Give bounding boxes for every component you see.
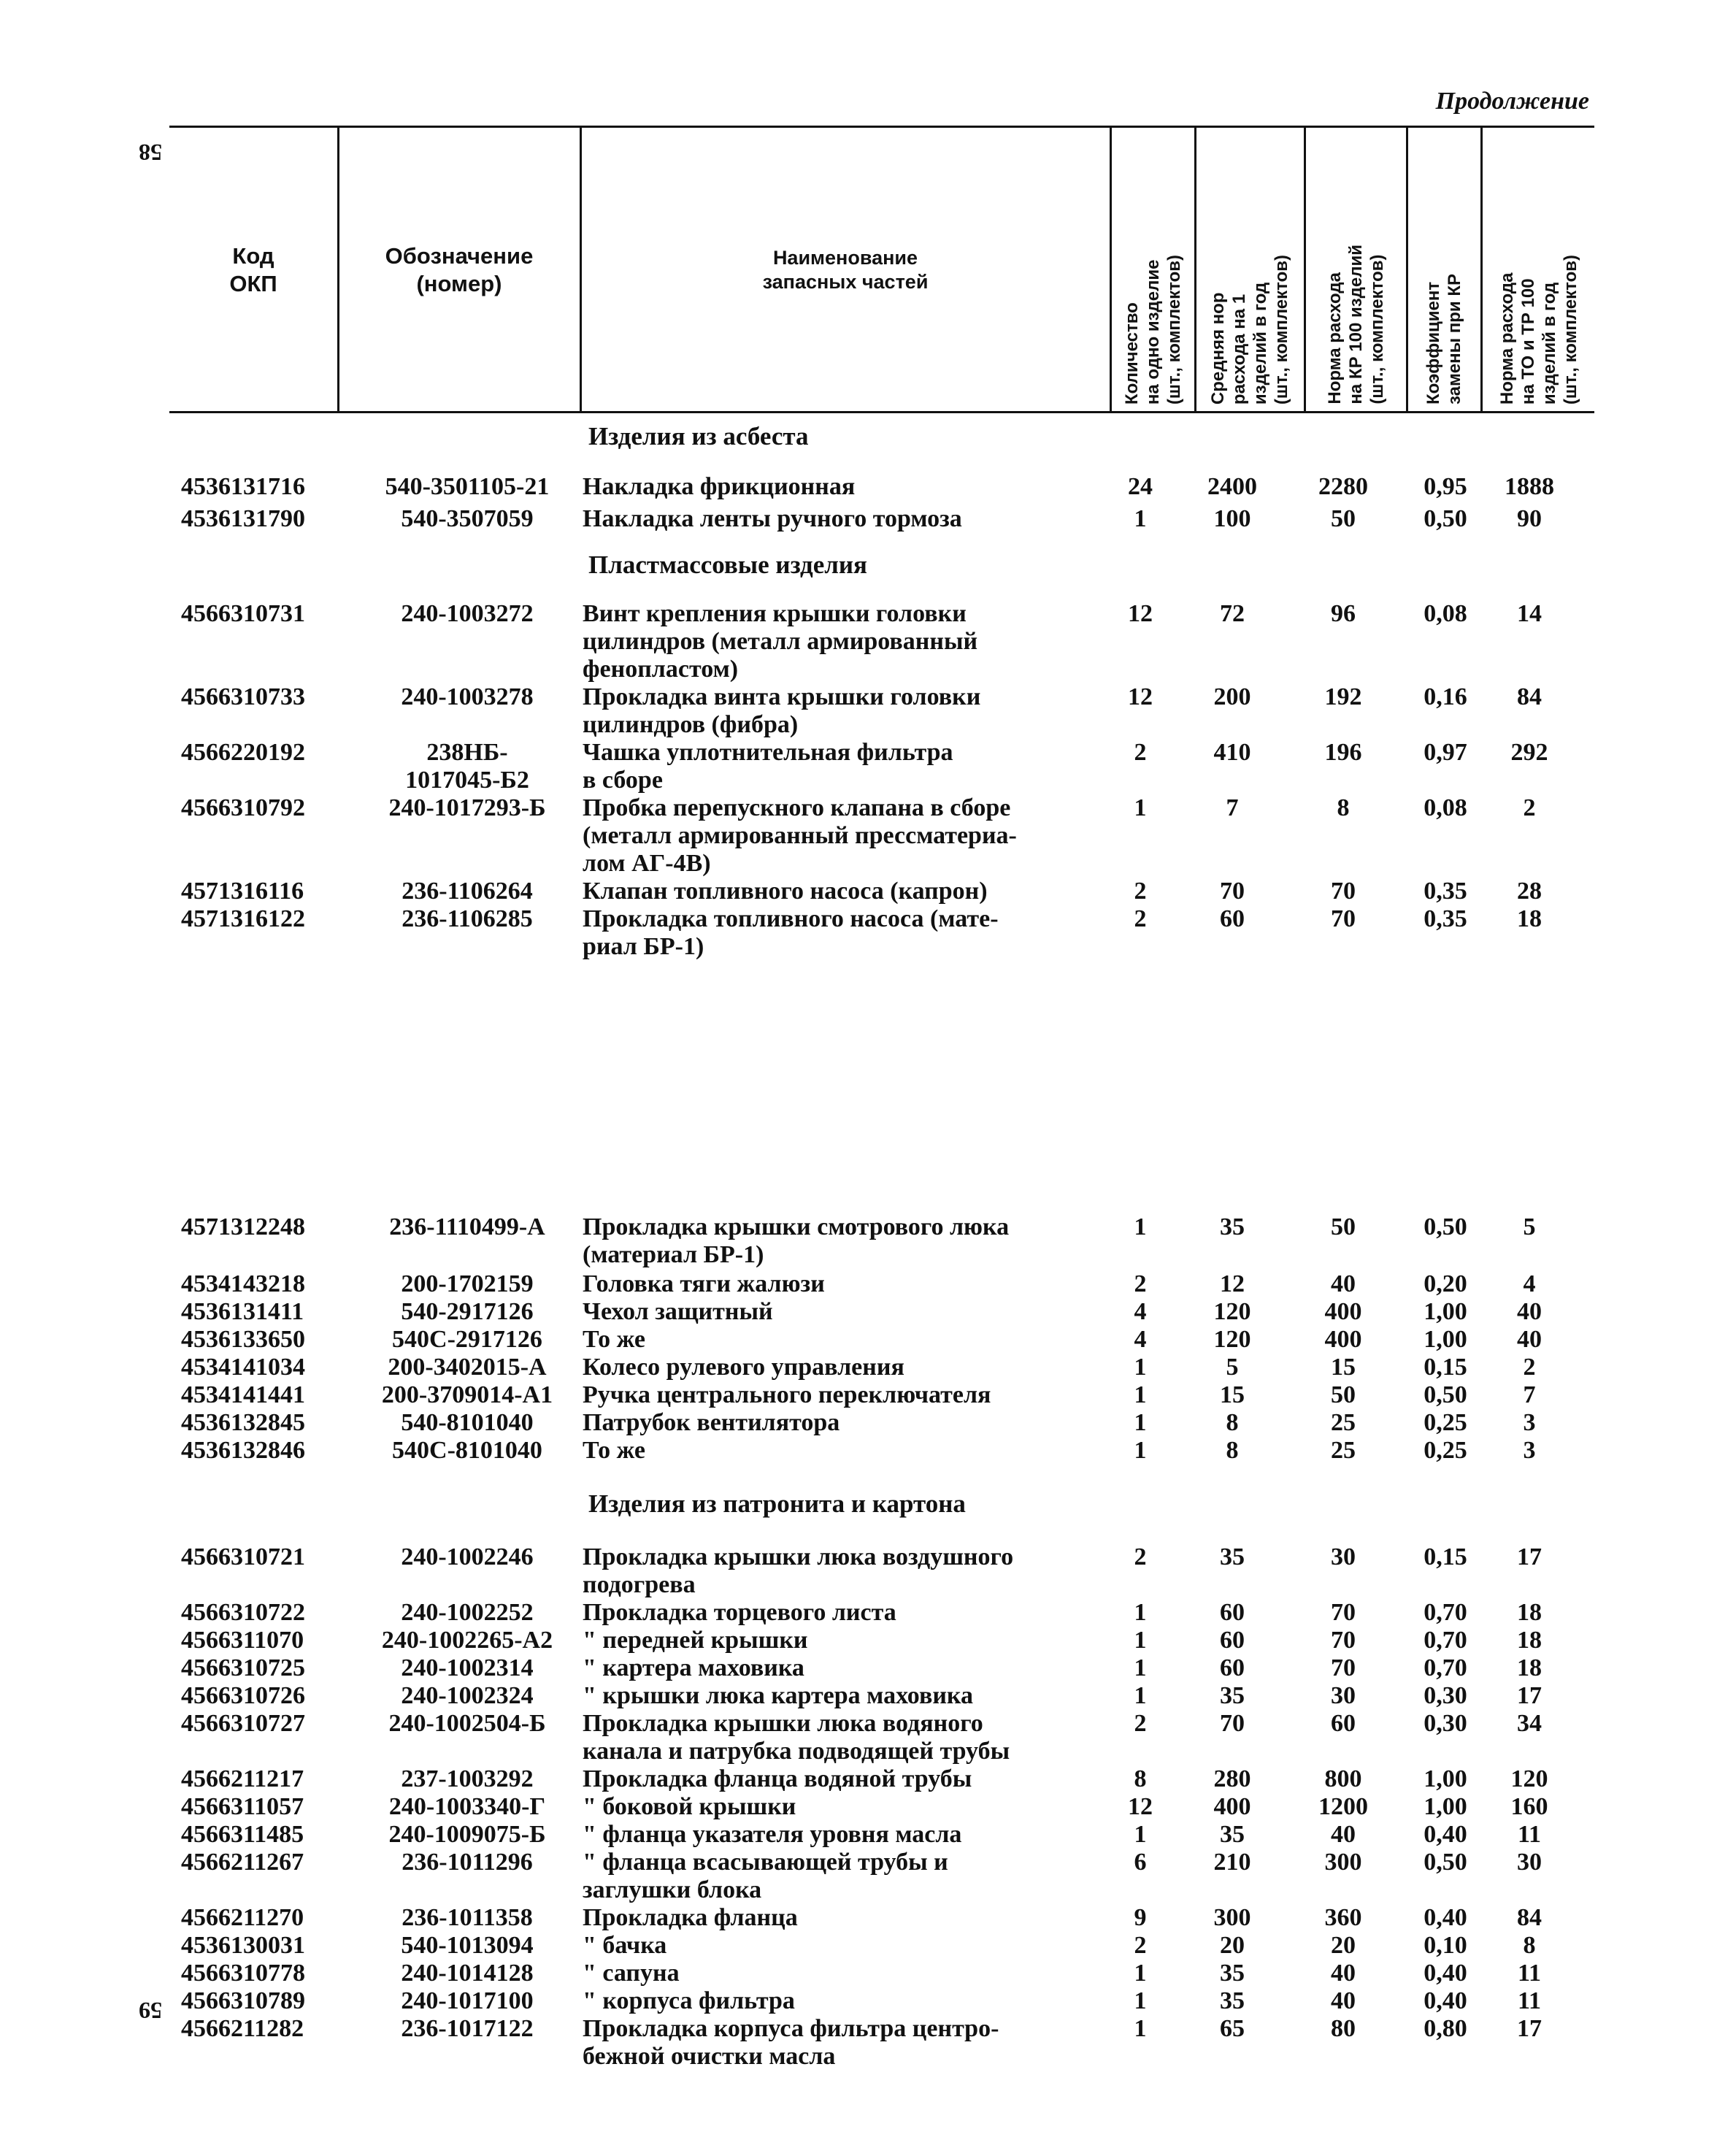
cell-code: 4571312248 <box>181 1213 305 1240</box>
cell-code: 4534143218 <box>181 1270 305 1297</box>
header-coef-text: Коэффициент замены при КР <box>1424 274 1464 404</box>
cell-q1: 8 <box>1134 1765 1147 1792</box>
page-number-bottom: 59 <box>139 1998 162 2024</box>
cell-q3: 2280 <box>1318 473 1368 500</box>
cell-q1: 1 <box>1134 505 1147 532</box>
cell-q1: 2 <box>1134 1270 1147 1297</box>
cell-q4: 0,70 <box>1424 1627 1467 1654</box>
cell-q3: 70 <box>1331 905 1356 932</box>
cell-q2: 2400 <box>1207 473 1257 500</box>
cell-q3: 1200 <box>1318 1793 1368 1820</box>
cell-name: Прокладка крышки люка водяного канала и патрубка подводящей трубы <box>583 1710 1010 1765</box>
cell-q3: 70 <box>1331 1654 1356 1681</box>
cell-q1: 2 <box>1134 1710 1147 1737</box>
cell-des: 240-1017293-Б <box>388 794 546 821</box>
cell-des: 236-1017122 <box>401 2015 534 2042</box>
cell-code: 4571316116 <box>181 878 304 905</box>
cell-q4: 0,70 <box>1424 1654 1467 1681</box>
cell-q3: 40 <box>1331 1821 1356 1848</box>
cell-q2: 60 <box>1220 1654 1245 1681</box>
cell-code: 4566310789 <box>181 1987 305 2014</box>
cell-name: Прокладка крышки смотрового люка (материал БР-1) <box>583 1213 1010 1268</box>
cell-q3: 25 <box>1331 1409 1356 1436</box>
cell-q5: 292 <box>1510 739 1548 766</box>
cell-q4: 0,50 <box>1424 1213 1467 1240</box>
cell-q3: 96 <box>1331 600 1356 627</box>
header-to-text: Норма расхода на ТО и ТР 100 изделий в год (шт., комплектов) <box>1497 254 1580 404</box>
cell-name: " крышки люка картера маховика <box>583 1682 973 1709</box>
cell-q4: 0,50 <box>1424 505 1467 532</box>
cell-q1: 1 <box>1134 1960 1147 1987</box>
cell-name: Прокладка крышки люка воздушного подогрева <box>583 1543 1014 1598</box>
cell-q4: 0,30 <box>1424 1710 1467 1737</box>
cell-q5: 18 <box>1517 1627 1542 1654</box>
header-divider-6 <box>1406 127 1408 412</box>
cell-q5: 84 <box>1517 683 1542 710</box>
cell-q2: 35 <box>1220 1960 1245 1987</box>
cell-des: 240-1002324 <box>401 1682 534 1709</box>
cell-q4: 0,97 <box>1424 739 1467 766</box>
cell-q4: 0,95 <box>1424 473 1467 500</box>
cell-q2: 120 <box>1213 1298 1251 1325</box>
cell-name: Чашка уплотнительная фильтра в сборе <box>583 739 953 794</box>
cell-code: 4566310721 <box>181 1543 305 1570</box>
cell-q1: 12 <box>1128 683 1153 710</box>
cell-name: Прокладка фланца водяной трубы <box>583 1765 972 1792</box>
cell-des: 236-1110499-А <box>389 1213 545 1240</box>
section-title-asbestos: Изделия из асбеста <box>588 422 809 450</box>
cell-code: 4566220192 <box>181 739 305 766</box>
cell-q4: 0,50 <box>1424 1849 1467 1876</box>
cell-q2: 20 <box>1220 1932 1245 1959</box>
cell-des: 236-1011358 <box>402 1904 533 1931</box>
cell-q1: 1 <box>1134 1987 1147 2014</box>
cell-code: 4566211282 <box>181 2015 304 2042</box>
cell-q5: 84 <box>1517 1904 1542 1931</box>
cell-des: 240-1002265-А2 <box>381 1627 553 1654</box>
cell-code: 4566211217 <box>181 1765 304 1792</box>
header-divider-1 <box>337 127 339 412</box>
cell-code: 4536130031 <box>181 1932 305 1959</box>
cell-q2: 200 <box>1213 683 1251 710</box>
header-to <box>1483 131 1594 409</box>
cell-des: 238НБ- 1017045-Б2 <box>405 739 529 794</box>
cell-name: Чехол защитный <box>583 1298 773 1325</box>
cell-q4: 0,15 <box>1424 1543 1467 1570</box>
cell-code: 4566310725 <box>181 1654 305 1681</box>
cell-q5: 2 <box>1523 794 1536 821</box>
cell-des: 540-3501105-21 <box>385 473 550 500</box>
cell-q3: 300 <box>1324 1849 1362 1876</box>
cell-q3: 80 <box>1331 2015 1356 2042</box>
cell-q1: 1 <box>1134 1599 1147 1626</box>
cell-q3: 40 <box>1331 1270 1356 1297</box>
cell-q4: 1,00 <box>1424 1326 1467 1353</box>
cell-q5: 90 <box>1517 505 1542 532</box>
cell-des: 240-1014128 <box>401 1960 534 1987</box>
cell-q1: 4 <box>1134 1298 1147 1325</box>
cell-q4: 0,08 <box>1424 600 1467 627</box>
cell-q4: 0,25 <box>1424 1409 1467 1436</box>
cell-q5: 3 <box>1523 1437 1536 1464</box>
cell-q1: 1 <box>1134 1821 1147 1848</box>
cell-name: " фланца указателя уровня масла <box>583 1821 962 1848</box>
cell-name: " картера маховика <box>583 1654 804 1681</box>
cell-des: 236-1106264 <box>402 878 533 905</box>
cell-q3: 25 <box>1331 1437 1356 1464</box>
cell-des: 240-1002504-Б <box>388 1710 546 1737</box>
cell-des: 540С-8101040 <box>392 1437 542 1464</box>
cell-q2: 5 <box>1226 1354 1239 1381</box>
cell-q5: 11 <box>1517 1821 1542 1848</box>
cell-des: 240-1017100 <box>401 1987 534 2014</box>
cell-q5: 17 <box>1517 1543 1542 1570</box>
cell-q5: 11 <box>1517 1960 1542 1987</box>
cell-des: 540С-2917126 <box>392 1326 542 1353</box>
cell-code: 4536131411 <box>181 1298 304 1325</box>
cell-des: 540-2917126 <box>401 1298 534 1325</box>
cell-q5: 8 <box>1523 1932 1536 1959</box>
cell-q1: 2 <box>1134 739 1147 766</box>
cell-q3: 360 <box>1324 1904 1362 1931</box>
cell-q2: 300 <box>1213 1904 1251 1931</box>
cell-code: 4566311485 <box>181 1821 304 1848</box>
cell-des: 240-1002314 <box>401 1654 534 1681</box>
header-divider-4 <box>1194 127 1196 412</box>
header-qty <box>1113 131 1193 409</box>
cell-q2: 8 <box>1226 1437 1239 1464</box>
cell-q2: 65 <box>1220 2015 1245 2042</box>
section-title-paronite: Изделия из патронита и картона <box>588 1489 966 1518</box>
cell-name: Прокладка топливного насоса (мате- риал БР-1) <box>583 905 999 960</box>
cell-des: 540-1013094 <box>401 1932 534 1959</box>
header-divider-2 <box>580 127 582 412</box>
cell-q5: 1888 <box>1505 473 1554 500</box>
cell-q5: 3 <box>1523 1409 1536 1436</box>
cell-q4: 0,40 <box>1424 1821 1467 1848</box>
cell-q1: 1 <box>1134 1682 1147 1709</box>
cell-q3: 196 <box>1324 739 1362 766</box>
cell-q4: 0,30 <box>1424 1682 1467 1709</box>
cell-q1: 1 <box>1134 1627 1147 1654</box>
cell-q2: 72 <box>1220 600 1245 627</box>
cell-q5: 40 <box>1517 1326 1542 1353</box>
cell-q5: 17 <box>1517 1682 1542 1709</box>
cell-q3: 800 <box>1324 1765 1362 1792</box>
cell-q3: 30 <box>1331 1682 1356 1709</box>
cell-q3: 60 <box>1331 1710 1356 1737</box>
cell-q2: 60 <box>1220 1627 1245 1654</box>
cell-code: 4536133650 <box>181 1326 305 1353</box>
cell-code: 4536132846 <box>181 1437 305 1464</box>
cell-q5: 40 <box>1517 1298 1542 1325</box>
cell-name: Патрубок вентилятора <box>583 1409 840 1436</box>
cell-q2: 210 <box>1213 1849 1251 1876</box>
cell-des: 240-1003272 <box>401 600 534 627</box>
cell-name: Ручка центрального переключателя <box>583 1381 991 1408</box>
cell-q2: 7 <box>1226 794 1239 821</box>
header-designation: Обозначение (номер) <box>385 243 534 296</box>
cell-q2: 35 <box>1220 1543 1245 1570</box>
cell-code: 4566310792 <box>181 794 305 821</box>
header-avg-text: Средняя нор расхода на 1 изделий в год (шт., комплектов) <box>1208 254 1291 404</box>
cell-q5: 7 <box>1523 1381 1536 1408</box>
cell-q5: 18 <box>1517 1654 1542 1681</box>
cell-name: Прокладка корпуса фильтра центро- бежной очистки масла <box>583 2015 999 2070</box>
cell-q4: 0,40 <box>1424 1960 1467 1987</box>
cell-code: 4566310726 <box>181 1682 305 1709</box>
header-divider-7 <box>1480 127 1483 412</box>
cell-name: Колесо рулевого управления <box>583 1354 904 1381</box>
cell-code: 4534141441 <box>181 1381 305 1408</box>
cell-q2: 8 <box>1226 1409 1239 1436</box>
cell-code: 4566310727 <box>181 1710 305 1737</box>
cell-q3: 400 <box>1324 1298 1362 1325</box>
section-title-plastic: Пластмассовые изделия <box>588 550 867 579</box>
cell-code: 4536132845 <box>181 1409 305 1436</box>
page-number-top: 58 <box>139 139 162 166</box>
header-divider-3 <box>1110 127 1112 412</box>
cell-q4: 0,15 <box>1424 1354 1467 1381</box>
cell-des: 237-1003292 <box>401 1765 534 1792</box>
header-name: Наименование запасных частей <box>762 247 929 293</box>
cell-q3: 70 <box>1331 1599 1356 1626</box>
cell-q2: 70 <box>1220 1710 1245 1737</box>
cell-name: Накладка ленты ручного тормоза <box>583 505 962 532</box>
cell-q4: 0,10 <box>1424 1932 1467 1959</box>
cell-des: 200-3709014-А1 <box>381 1381 553 1408</box>
header-kr-text: Норма расхода на КР 100 изделий (шт., комплектов) <box>1324 245 1387 404</box>
cell-q5: 11 <box>1517 1987 1542 2014</box>
cell-q3: 8 <box>1337 794 1350 821</box>
cell-q4: 0,40 <box>1424 1987 1467 2014</box>
cell-q4: 0,16 <box>1424 683 1467 710</box>
cell-des: 540-8101040 <box>401 1409 534 1436</box>
cell-q1: 1 <box>1134 1437 1147 1464</box>
cell-name: Головка тяги жалюзи <box>583 1270 825 1297</box>
cell-des: 240-1002252 <box>401 1599 534 1626</box>
cell-code: 4566310778 <box>181 1960 305 1987</box>
cell-name: Клапан топливного насоса (капрон) <box>583 878 988 905</box>
cell-q1: 12 <box>1128 1793 1153 1820</box>
cell-q2: 280 <box>1213 1765 1251 1792</box>
cell-q2: 60 <box>1220 1599 1245 1626</box>
cell-code: 4566310731 <box>181 600 305 627</box>
cell-des: 200-3402015-А <box>388 1354 547 1381</box>
cell-name: То же <box>583 1437 645 1464</box>
cell-q4: 1,00 <box>1424 1298 1467 1325</box>
cell-name: Пробка перепускного клапана в сборе (металл армированный прессматериа- лом АГ-4В) <box>583 794 1017 877</box>
cell-q2: 100 <box>1213 505 1251 532</box>
cell-name: " сапуна <box>583 1960 680 1987</box>
cell-q2: 70 <box>1220 878 1245 905</box>
cell-des: 240-1003340-Г <box>388 1793 546 1820</box>
cell-q1: 1 <box>1134 794 1147 821</box>
cell-q4: 0,25 <box>1424 1437 1467 1464</box>
cell-q4: 0,50 <box>1424 1381 1467 1408</box>
cell-q3: 20 <box>1331 1932 1356 1959</box>
cell-q1: 1 <box>1134 1409 1147 1436</box>
cell-q1: 2 <box>1134 1932 1147 1959</box>
cell-des: 540-3507059 <box>401 505 534 532</box>
cell-q2: 60 <box>1220 905 1245 932</box>
cell-code: 4571316122 <box>181 905 305 932</box>
cell-q3: 192 <box>1324 683 1362 710</box>
cell-q1: 6 <box>1134 1849 1147 1876</box>
cell-code: 4566310722 <box>181 1599 305 1626</box>
cell-code: 4566311057 <box>181 1793 304 1820</box>
cell-q1: 4 <box>1134 1326 1147 1353</box>
cell-q2: 35 <box>1220 1213 1245 1240</box>
cell-q1: 1 <box>1134 1213 1147 1240</box>
cell-q3: 40 <box>1331 1987 1356 2014</box>
cell-q1: 1 <box>1134 1381 1147 1408</box>
cell-q1: 12 <box>1128 600 1153 627</box>
header-qty-text: Количество на одно изделие (шт., комплектов) <box>1121 254 1184 404</box>
cell-q5: 120 <box>1510 1765 1548 1792</box>
cell-q1: 9 <box>1134 1904 1147 1931</box>
cell-name: То же <box>583 1326 645 1353</box>
cell-q1: 2 <box>1134 905 1147 932</box>
cell-name: Прокладка торцевого листа <box>583 1599 896 1626</box>
cell-name: Накладка фрикционная <box>583 473 856 500</box>
cell-q5: 34 <box>1517 1710 1542 1737</box>
cell-q3: 70 <box>1331 1627 1356 1654</box>
cell-q5: 18 <box>1517 905 1542 932</box>
cell-q4: 0,20 <box>1424 1270 1467 1297</box>
continuation-label: Продолжение <box>1435 88 1589 115</box>
cell-des: 240-1002246 <box>401 1543 534 1570</box>
cell-des: 240-1003278 <box>401 683 534 710</box>
cell-q3: 400 <box>1324 1326 1362 1353</box>
cell-q2: 410 <box>1213 739 1251 766</box>
cell-code: 4566211270 <box>181 1904 304 1931</box>
cell-q2: 35 <box>1220 1682 1245 1709</box>
cell-q5: 2 <box>1523 1354 1536 1381</box>
cell-q2: 35 <box>1220 1987 1245 2014</box>
cell-des: 236-1106285 <box>402 905 533 932</box>
header-bottom-rule <box>169 411 1594 413</box>
header-kr <box>1307 131 1405 409</box>
cell-name: " корпуса фильтра <box>583 1987 795 2014</box>
cell-q5: 4 <box>1523 1270 1536 1297</box>
cell-q5: 14 <box>1517 600 1542 627</box>
cell-name: " бачка <box>583 1932 667 1959</box>
cell-q2: 35 <box>1220 1821 1245 1848</box>
cell-q4: 0,35 <box>1424 905 1467 932</box>
cell-q3: 15 <box>1331 1354 1356 1381</box>
cell-q3: 40 <box>1331 1960 1356 1987</box>
cell-q3: 70 <box>1331 878 1356 905</box>
cell-q2: 12 <box>1220 1270 1245 1297</box>
cell-code: 4566211267 <box>181 1849 304 1876</box>
cell-code: 4534141034 <box>181 1354 305 1381</box>
cell-q3: 50 <box>1331 1213 1356 1240</box>
header-code: Код ОКП <box>229 243 277 296</box>
cell-q2: 15 <box>1220 1381 1245 1408</box>
header-divider-5 <box>1304 127 1306 412</box>
cell-name: Прокладка фланца <box>583 1904 798 1931</box>
header-coef <box>1409 131 1479 409</box>
cell-name: " боковой крышки <box>583 1793 796 1820</box>
cell-q5: 18 <box>1517 1599 1542 1626</box>
cell-q5: 5 <box>1523 1213 1536 1240</box>
cell-q1: 2 <box>1134 1543 1147 1570</box>
cell-q1: 2 <box>1134 878 1147 905</box>
cell-q1: 1 <box>1134 2015 1147 2042</box>
cell-q5: 30 <box>1517 1849 1542 1876</box>
cell-q4: 0,35 <box>1424 878 1467 905</box>
cell-name: Винт крепления крышки головки цилиндров (металл армированный фенопластом) <box>583 600 978 683</box>
cell-code: 4536131716 <box>181 473 305 500</box>
cell-q2: 400 <box>1213 1793 1251 1820</box>
cell-q5: 17 <box>1517 2015 1542 2042</box>
cell-q2: 120 <box>1213 1326 1251 1353</box>
cell-q1: 1 <box>1134 1654 1147 1681</box>
cell-q4: 0,70 <box>1424 1599 1467 1626</box>
cell-des: 240-1009075-Б <box>388 1821 546 1848</box>
header-top-rule <box>169 126 1594 128</box>
cell-q3: 50 <box>1331 1381 1356 1408</box>
cell-q5: 28 <box>1517 878 1542 905</box>
cell-q4: 1,00 <box>1424 1765 1467 1792</box>
cell-name: Прокладка винта крышки головки цилиндров (фибра) <box>583 683 981 738</box>
cell-q4: 0,40 <box>1424 1904 1467 1931</box>
cell-q5: 160 <box>1510 1793 1548 1820</box>
header-avg <box>1197 131 1302 409</box>
cell-name: " передней крышки <box>583 1627 808 1654</box>
cell-q4: 0,80 <box>1424 2015 1467 2042</box>
cell-q1: 1 <box>1134 1354 1147 1381</box>
cell-des: 236-1011296 <box>402 1849 533 1876</box>
cell-name: " фланца всасывающей трубы и заглушки блока <box>583 1849 948 1903</box>
cell-q4: 1,00 <box>1424 1793 1467 1820</box>
cell-q4: 0,08 <box>1424 794 1467 821</box>
cell-des: 200-1702159 <box>401 1270 534 1297</box>
cell-q1: 24 <box>1128 473 1153 500</box>
cell-code: 4566311070 <box>181 1627 304 1654</box>
cell-q3: 30 <box>1331 1543 1356 1570</box>
cell-code: 4536131790 <box>181 505 305 532</box>
cell-code: 4566310733 <box>181 683 305 710</box>
cell-q3: 50 <box>1331 505 1356 532</box>
